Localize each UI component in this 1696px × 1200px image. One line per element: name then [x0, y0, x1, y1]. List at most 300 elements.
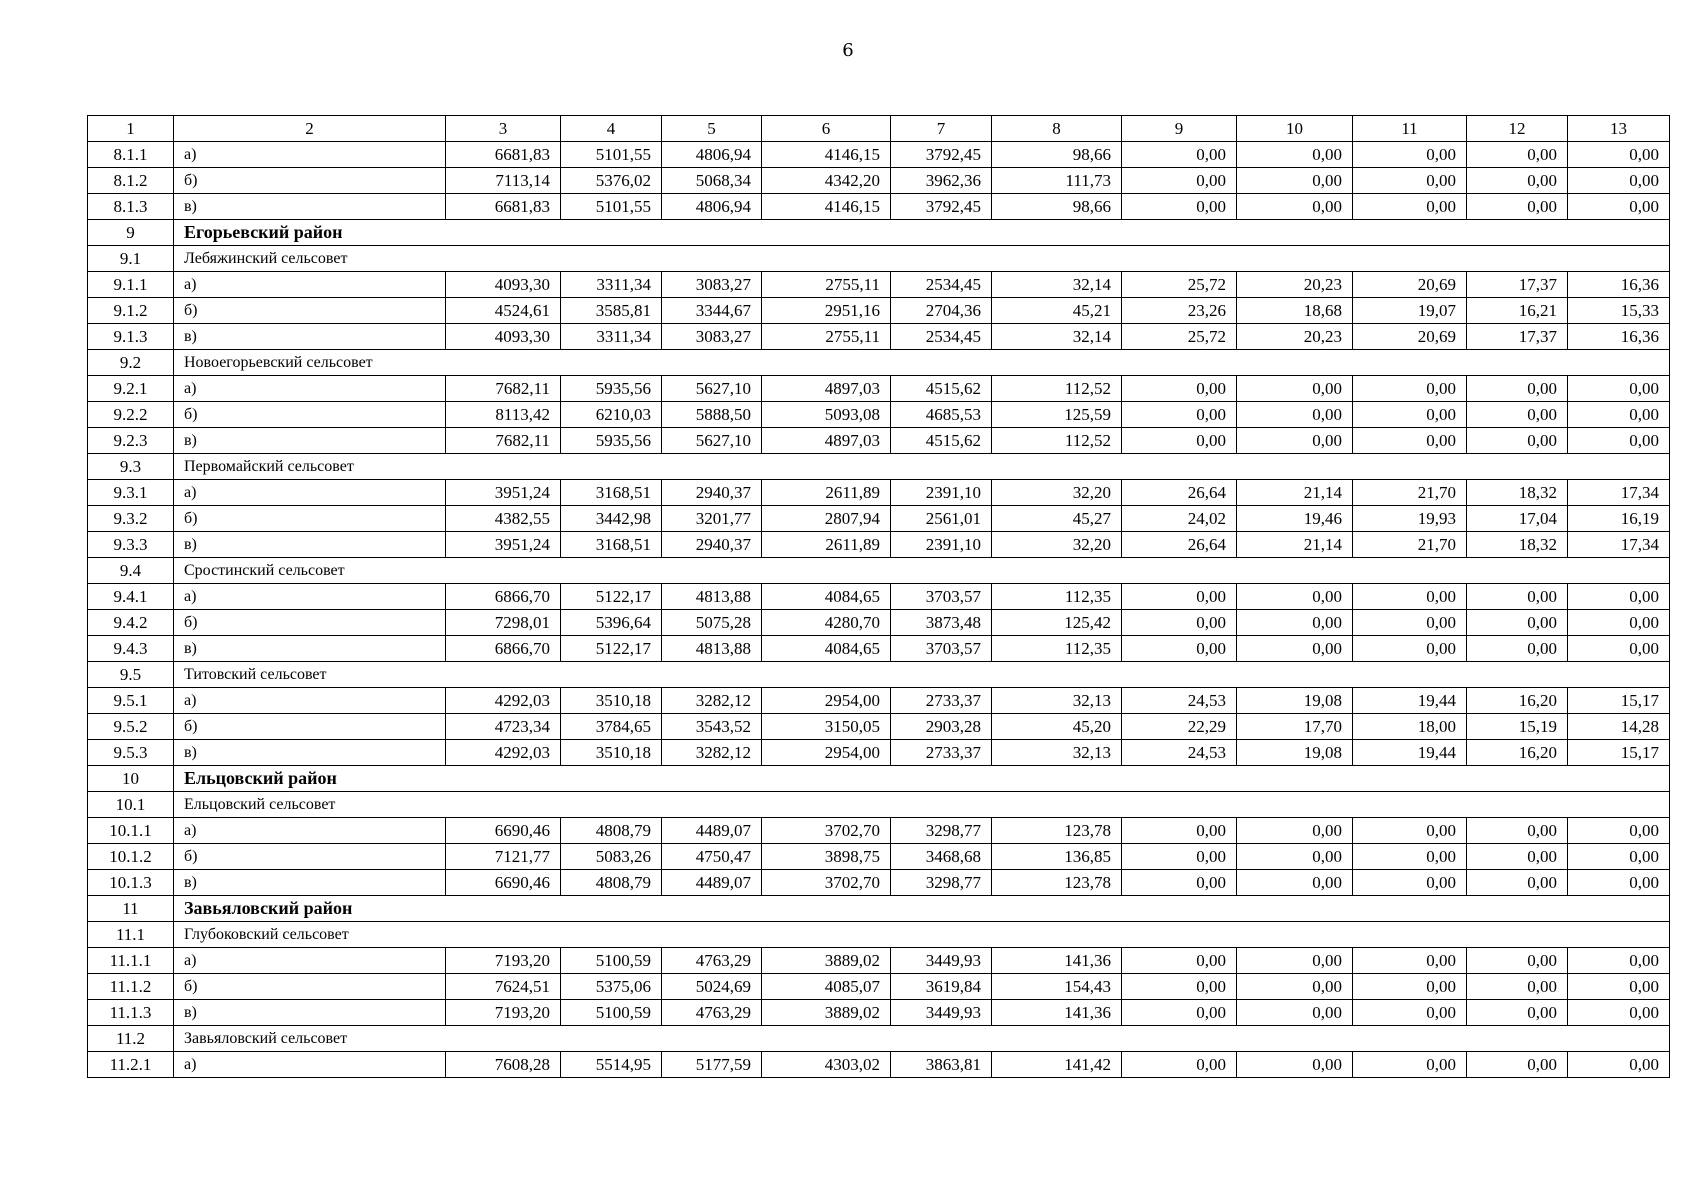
value-cell: 4489,07	[662, 870, 762, 896]
value-cell: 0,00	[1122, 636, 1237, 662]
row-number: 9.2	[88, 350, 174, 376]
council-row	[88, 792, 1670, 818]
value-cell: 4515,62	[891, 428, 992, 454]
value-cell: 6210,03	[561, 402, 662, 428]
header-cell: 8	[992, 116, 1122, 142]
row-label: б)	[174, 844, 446, 870]
value-cell: 0,00	[1353, 844, 1467, 870]
value-cell: 3311,34	[561, 324, 662, 350]
value-cell: 32,20	[992, 480, 1122, 506]
value-cell: 45,20	[992, 714, 1122, 740]
value-cell: 0,00	[1568, 844, 1670, 870]
header-cell: 5	[662, 116, 762, 142]
row-number: 9	[88, 220, 174, 246]
value-cell: 3449,93	[891, 1000, 992, 1026]
row-number: 11.2	[88, 1026, 174, 1052]
value-cell: 19,07	[1353, 298, 1467, 324]
value-cell: 18,32	[1467, 532, 1568, 558]
row-number: 10.1.3	[88, 870, 174, 896]
value-cell: 0,00	[1353, 584, 1467, 610]
value-cell: 0,00	[1122, 610, 1237, 636]
value-cell: 2391,10	[891, 532, 992, 558]
value-cell: 3702,70	[762, 818, 891, 844]
table-row	[88, 636, 1670, 662]
value-cell: 5068,34	[662, 168, 762, 194]
value-cell: 0,00	[1568, 376, 1670, 402]
value-cell: 0,00	[1467, 194, 1568, 220]
value-cell: 0,00	[1237, 948, 1353, 974]
value-cell: 0,00	[1467, 636, 1568, 662]
value-cell: 141,42	[992, 1052, 1122, 1078]
row-number: 9.2.2	[88, 402, 174, 428]
value-cell: 3792,45	[891, 194, 992, 220]
value-cell: 0,00	[1237, 818, 1353, 844]
value-cell: 3442,98	[561, 506, 662, 532]
table-row	[88, 974, 1670, 1000]
value-cell: 4146,15	[762, 142, 891, 168]
value-cell: 6681,83	[446, 142, 561, 168]
value-cell: 0,00	[1122, 584, 1237, 610]
value-cell: 20,23	[1237, 324, 1353, 350]
value-cell: 19,93	[1353, 506, 1467, 532]
council-title: Ельцовский сельсовет	[174, 792, 1670, 818]
value-cell: 18,68	[1237, 298, 1353, 324]
value-cell: 0,00	[1353, 870, 1467, 896]
value-cell: 0,00	[1122, 376, 1237, 402]
value-cell: 0,00	[1568, 1052, 1670, 1078]
value-cell: 22,29	[1122, 714, 1237, 740]
value-cell: 3298,77	[891, 870, 992, 896]
value-cell: 2704,36	[891, 298, 992, 324]
row-label: б)	[174, 298, 446, 324]
value-cell: 7193,20	[446, 948, 561, 974]
value-cell: 21,14	[1237, 480, 1353, 506]
row-number: 9.5.3	[88, 740, 174, 766]
value-cell: 3282,12	[662, 688, 762, 714]
value-cell: 0,00	[1467, 844, 1568, 870]
value-cell: 5514,95	[561, 1052, 662, 1078]
value-cell: 3951,24	[446, 532, 561, 558]
value-cell: 19,08	[1237, 740, 1353, 766]
value-cell: 0,00	[1353, 376, 1467, 402]
table-row	[88, 298, 1670, 324]
row-number: 9.3	[88, 454, 174, 480]
value-cell: 4897,03	[762, 428, 891, 454]
value-cell: 45,27	[992, 506, 1122, 532]
council-title: Новоегорьевский сельсовет	[174, 350, 1670, 376]
value-cell: 17,04	[1467, 506, 1568, 532]
value-cell: 0,00	[1237, 844, 1353, 870]
header-cell: 7	[891, 116, 992, 142]
value-cell: 16,36	[1568, 272, 1670, 298]
value-cell: 0,00	[1568, 610, 1670, 636]
value-cell: 5101,55	[561, 142, 662, 168]
row-label: в)	[174, 870, 446, 896]
table-row	[88, 688, 1670, 714]
value-cell: 0,00	[1353, 428, 1467, 454]
header-cell: 13	[1568, 116, 1670, 142]
value-cell: 5101,55	[561, 194, 662, 220]
value-cell: 0,00	[1353, 142, 1467, 168]
value-cell: 19,08	[1237, 688, 1353, 714]
value-cell: 3468,68	[891, 844, 992, 870]
header-cell: 1	[88, 116, 174, 142]
value-cell: 98,66	[992, 194, 1122, 220]
row-number: 9.5	[88, 662, 174, 688]
value-cell: 32,14	[992, 272, 1122, 298]
value-cell: 0,00	[1568, 974, 1670, 1000]
table-row	[88, 194, 1670, 220]
row-number: 9.2.1	[88, 376, 174, 402]
value-cell: 25,72	[1122, 324, 1237, 350]
value-cell: 20,69	[1353, 272, 1467, 298]
value-cell: 125,42	[992, 610, 1122, 636]
row-label: б)	[174, 610, 446, 636]
value-cell: 0,00	[1237, 584, 1353, 610]
row-number: 9.4.1	[88, 584, 174, 610]
value-cell: 7298,01	[446, 610, 561, 636]
value-cell: 0,00	[1237, 194, 1353, 220]
value-cell: 0,00	[1237, 636, 1353, 662]
value-cell: 20,69	[1353, 324, 1467, 350]
value-cell: 32,14	[992, 324, 1122, 350]
value-cell: 98,66	[992, 142, 1122, 168]
value-cell: 0,00	[1467, 402, 1568, 428]
value-cell: 4806,94	[662, 194, 762, 220]
row-number: 9.5.2	[88, 714, 174, 740]
council-row	[88, 1026, 1670, 1052]
value-cell: 20,23	[1237, 272, 1353, 298]
value-cell: 2903,28	[891, 714, 992, 740]
value-cell: 0,00	[1237, 402, 1353, 428]
value-cell: 5627,10	[662, 428, 762, 454]
value-cell: 16,20	[1467, 688, 1568, 714]
value-cell: 0,00	[1568, 584, 1670, 610]
value-cell: 25,72	[1122, 272, 1237, 298]
value-cell: 24,02	[1122, 506, 1237, 532]
value-cell: 0,00	[1467, 948, 1568, 974]
value-cell: 0,00	[1353, 402, 1467, 428]
value-cell: 2755,11	[762, 324, 891, 350]
row-number: 9.1.2	[88, 298, 174, 324]
value-cell: 4489,07	[662, 818, 762, 844]
row-number: 9.3.1	[88, 480, 174, 506]
table-row	[88, 610, 1670, 636]
value-cell: 0,00	[1467, 1000, 1568, 1026]
value-cell: 0,00	[1122, 168, 1237, 194]
district-row	[88, 220, 1670, 246]
value-cell: 24,53	[1122, 688, 1237, 714]
value-cell: 3619,84	[891, 974, 992, 1000]
row-label: а)	[174, 818, 446, 844]
council-title: Титовский сельсовет	[174, 662, 1670, 688]
value-cell: 0,00	[1122, 948, 1237, 974]
value-cell: 0,00	[1237, 168, 1353, 194]
value-cell: 8113,42	[446, 402, 561, 428]
header-cell: 4	[561, 116, 662, 142]
header-cell: 3	[446, 116, 561, 142]
header-cell: 12	[1467, 116, 1568, 142]
value-cell: 7193,20	[446, 1000, 561, 1026]
value-cell: 19,44	[1353, 740, 1467, 766]
value-cell: 3863,81	[891, 1052, 992, 1078]
value-cell: 3889,02	[762, 948, 891, 974]
table-header-row	[88, 116, 1670, 142]
district-row	[88, 896, 1670, 922]
row-label: в)	[174, 636, 446, 662]
value-cell: 3962,36	[891, 168, 992, 194]
value-cell: 17,34	[1568, 480, 1670, 506]
header-cell: 9	[1122, 116, 1237, 142]
value-cell: 0,00	[1122, 844, 1237, 870]
value-cell: 4806,94	[662, 142, 762, 168]
row-label: а)	[174, 1052, 446, 1078]
value-cell: 0,00	[1237, 974, 1353, 1000]
value-cell: 111,73	[992, 168, 1122, 194]
council-title: Сростинский сельсовет	[174, 558, 1670, 584]
value-cell: 3792,45	[891, 142, 992, 168]
value-cell: 141,36	[992, 948, 1122, 974]
value-cell: 5100,59	[561, 948, 662, 974]
value-cell: 0,00	[1568, 636, 1670, 662]
value-cell: 18,00	[1353, 714, 1467, 740]
value-cell: 3703,57	[891, 584, 992, 610]
value-cell: 3510,18	[561, 740, 662, 766]
value-cell: 0,00	[1122, 142, 1237, 168]
value-cell: 4813,88	[662, 636, 762, 662]
row-number: 9.4	[88, 558, 174, 584]
header-cell: 11	[1353, 116, 1467, 142]
value-cell: 3168,51	[561, 480, 662, 506]
value-cell: 16,21	[1467, 298, 1568, 324]
value-cell: 15,33	[1568, 298, 1670, 324]
row-label: а)	[174, 948, 446, 974]
value-cell: 18,32	[1467, 480, 1568, 506]
value-cell: 3168,51	[561, 532, 662, 558]
value-cell: 0,00	[1568, 194, 1670, 220]
header-cell: 6	[762, 116, 891, 142]
row-number: 11.2.1	[88, 1052, 174, 1078]
value-cell: 2561,01	[891, 506, 992, 532]
table-row	[88, 714, 1670, 740]
row-label: б)	[174, 974, 446, 1000]
value-cell: 0,00	[1237, 870, 1353, 896]
row-label: в)	[174, 428, 446, 454]
row-number: 9.2.3	[88, 428, 174, 454]
value-cell: 5935,56	[561, 376, 662, 402]
value-cell: 6681,83	[446, 194, 561, 220]
value-cell: 0,00	[1122, 1052, 1237, 1078]
table-row	[88, 168, 1670, 194]
value-cell: 17,34	[1568, 532, 1670, 558]
value-cell: 4813,88	[662, 584, 762, 610]
value-cell: 2733,37	[891, 688, 992, 714]
value-cell: 0,00	[1467, 610, 1568, 636]
value-cell: 3889,02	[762, 1000, 891, 1026]
value-cell: 0,00	[1568, 428, 1670, 454]
district-row	[88, 766, 1670, 792]
value-cell: 45,21	[992, 298, 1122, 324]
value-cell: 3083,27	[662, 324, 762, 350]
value-cell: 7113,14	[446, 168, 561, 194]
value-cell: 3585,81	[561, 298, 662, 324]
value-cell: 4280,70	[762, 610, 891, 636]
value-cell: 4808,79	[561, 870, 662, 896]
value-cell: 4292,03	[446, 740, 561, 766]
value-cell: 112,52	[992, 376, 1122, 402]
council-row	[88, 558, 1670, 584]
table-row	[88, 324, 1670, 350]
value-cell: 0,00	[1353, 610, 1467, 636]
value-cell: 5100,59	[561, 1000, 662, 1026]
value-cell: 6866,70	[446, 584, 561, 610]
value-cell: 3898,75	[762, 844, 891, 870]
value-cell: 4292,03	[446, 688, 561, 714]
table-row	[88, 844, 1670, 870]
value-cell: 141,36	[992, 1000, 1122, 1026]
value-cell: 0,00	[1237, 376, 1353, 402]
value-cell: 4808,79	[561, 818, 662, 844]
row-number: 8.1.3	[88, 194, 174, 220]
value-cell: 5177,59	[662, 1052, 762, 1078]
value-cell: 123,78	[992, 870, 1122, 896]
value-cell: 4524,61	[446, 298, 561, 324]
value-cell: 21,70	[1353, 532, 1467, 558]
value-cell: 26,64	[1122, 480, 1237, 506]
header-cell: 10	[1237, 116, 1353, 142]
value-cell: 3510,18	[561, 688, 662, 714]
value-cell: 21,70	[1353, 480, 1467, 506]
table-row	[88, 948, 1670, 974]
value-cell: 3543,52	[662, 714, 762, 740]
value-cell: 23,26	[1122, 298, 1237, 324]
row-number: 9.1.1	[88, 272, 174, 298]
row-number: 11.1.2	[88, 974, 174, 1000]
value-cell: 14,28	[1568, 714, 1670, 740]
value-cell: 4342,20	[762, 168, 891, 194]
value-cell: 4382,55	[446, 506, 561, 532]
table-row	[88, 506, 1670, 532]
value-cell: 4084,65	[762, 636, 891, 662]
value-cell: 5122,17	[561, 584, 662, 610]
row-label: в)	[174, 194, 446, 220]
table-row	[88, 584, 1670, 610]
value-cell: 0,00	[1122, 428, 1237, 454]
value-cell: 3150,05	[762, 714, 891, 740]
value-cell: 0,00	[1237, 142, 1353, 168]
header-cell: 2	[174, 116, 446, 142]
value-cell: 0,00	[1353, 1000, 1467, 1026]
value-cell: 0,00	[1467, 428, 1568, 454]
row-label: а)	[174, 480, 446, 506]
district-title: Ельцовский район	[174, 766, 1670, 792]
value-cell: 3344,67	[662, 298, 762, 324]
value-cell: 4515,62	[891, 376, 992, 402]
value-cell: 7682,11	[446, 376, 561, 402]
council-row	[88, 454, 1670, 480]
value-cell: 0,00	[1353, 974, 1467, 1000]
value-cell: 3951,24	[446, 480, 561, 506]
value-cell: 125,59	[992, 402, 1122, 428]
value-cell: 3201,77	[662, 506, 762, 532]
value-cell: 0,00	[1122, 1000, 1237, 1026]
page-number: 6	[842, 40, 854, 61]
council-title: Лебяжинский сельсовет	[174, 246, 1670, 272]
value-cell: 5396,64	[561, 610, 662, 636]
value-cell: 6690,46	[446, 818, 561, 844]
row-label: а)	[174, 272, 446, 298]
value-cell: 7682,11	[446, 428, 561, 454]
value-cell: 0,00	[1353, 168, 1467, 194]
value-cell: 3449,93	[891, 948, 992, 974]
value-cell: 16,20	[1467, 740, 1568, 766]
value-cell: 2954,00	[762, 688, 891, 714]
value-cell: 0,00	[1237, 1052, 1353, 1078]
council-title: Завьяловский сельсовет	[174, 1026, 1670, 1052]
value-cell: 2940,37	[662, 480, 762, 506]
row-label: в)	[174, 532, 446, 558]
value-cell: 0,00	[1568, 818, 1670, 844]
value-cell: 0,00	[1353, 948, 1467, 974]
value-cell: 123,78	[992, 818, 1122, 844]
value-cell: 2611,89	[762, 480, 891, 506]
value-cell: 5093,08	[762, 402, 891, 428]
row-label: в)	[174, 740, 446, 766]
value-cell: 0,00	[1467, 1052, 1568, 1078]
value-cell: 7624,51	[446, 974, 561, 1000]
district-title: Егорьевский район	[174, 220, 1670, 246]
council-row	[88, 246, 1670, 272]
value-cell: 5375,06	[561, 974, 662, 1000]
table-row	[88, 532, 1670, 558]
value-cell: 4763,29	[662, 948, 762, 974]
value-cell: 6690,46	[446, 870, 561, 896]
row-number: 9.3.3	[88, 532, 174, 558]
council-row	[88, 922, 1670, 948]
value-cell: 3702,70	[762, 870, 891, 896]
row-number: 11.1.3	[88, 1000, 174, 1026]
table-row	[88, 740, 1670, 766]
value-cell: 4750,47	[662, 844, 762, 870]
value-cell: 5122,17	[561, 636, 662, 662]
row-number: 9.1	[88, 246, 174, 272]
row-number: 11.1.1	[88, 948, 174, 974]
value-cell: 0,00	[1467, 168, 1568, 194]
value-cell: 7121,77	[446, 844, 561, 870]
value-cell: 3282,12	[662, 740, 762, 766]
value-cell: 3703,57	[891, 636, 992, 662]
row-number: 10.1.2	[88, 844, 174, 870]
value-cell: 0,00	[1237, 428, 1353, 454]
table-row	[88, 272, 1670, 298]
value-cell: 0,00	[1568, 1000, 1670, 1026]
row-number: 8.1.1	[88, 142, 174, 168]
value-cell: 19,44	[1353, 688, 1467, 714]
value-cell: 16,19	[1568, 506, 1670, 532]
table-row	[88, 376, 1670, 402]
value-cell: 17,37	[1467, 272, 1568, 298]
value-cell: 16,36	[1568, 324, 1670, 350]
row-number: 8.1.2	[88, 168, 174, 194]
row-label: а)	[174, 376, 446, 402]
value-cell: 5935,56	[561, 428, 662, 454]
row-label: б)	[174, 506, 446, 532]
value-cell: 0,00	[1467, 870, 1568, 896]
value-cell: 4085,07	[762, 974, 891, 1000]
value-cell: 0,00	[1353, 636, 1467, 662]
value-cell: 112,52	[992, 428, 1122, 454]
row-label: в)	[174, 1000, 446, 1026]
